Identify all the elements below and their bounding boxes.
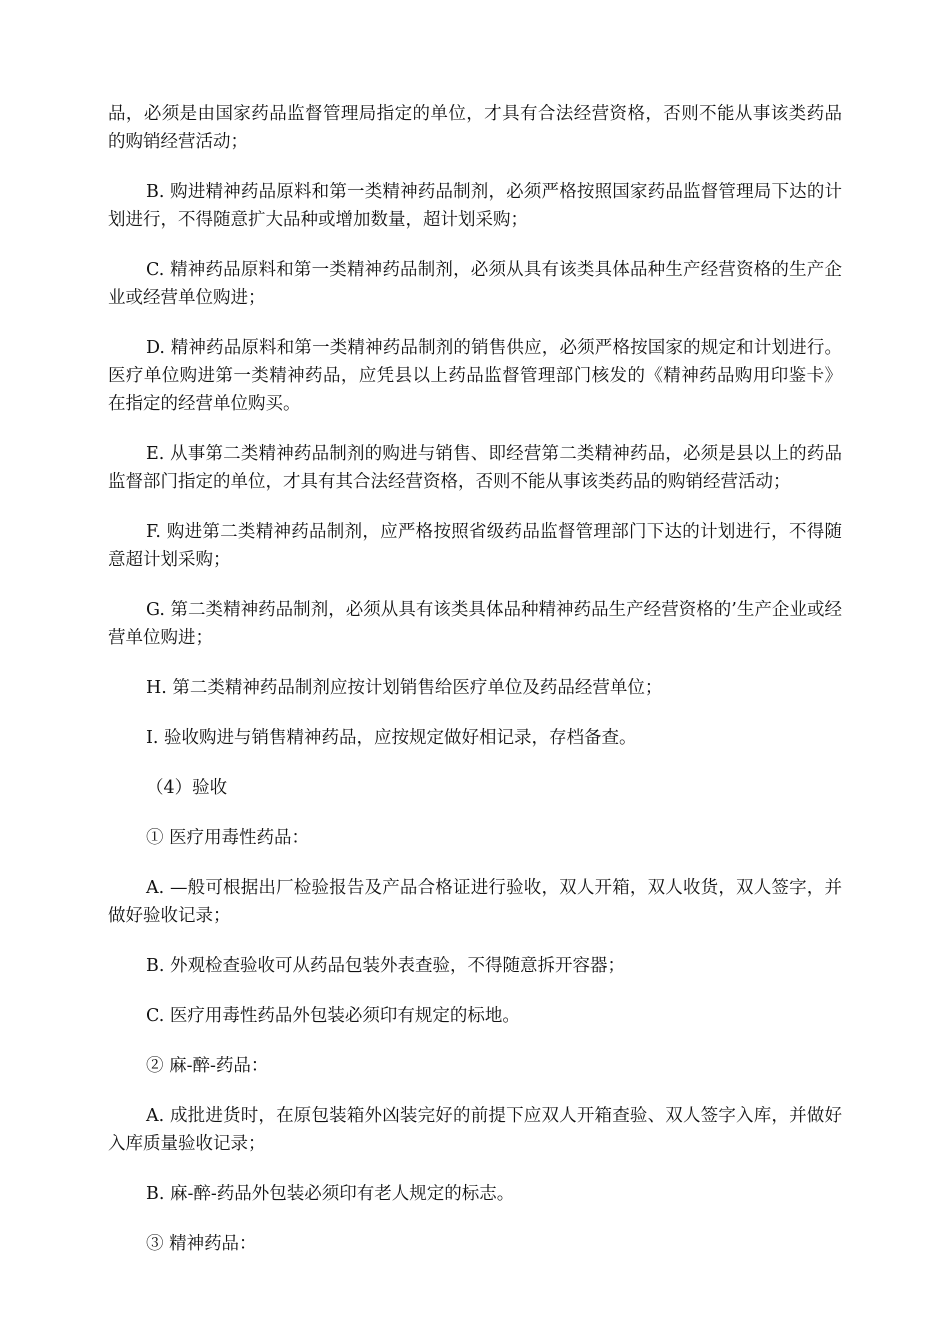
paragraph-narcotic-a: A. 成批进货时，在原包装箱外凶装完好的前提下应双人开箱查验、双人签字入库，并做好入库质量验收记录； [108,1106,842,1154]
document-body [108,100,842,1280]
paragraph-item-e: E. 从事第二类精神药品制剂的购进与销售、即经营第二类精神药品，必须是县以上的药品监督部门指定的单位，才具有其合法经营资格，否则不能从事该类药品的购销经营活动； [108,444,842,492]
paragraph-item-c: C. 精神药品原料和第一类精神药品制剂，必须从具有该类具体品种生产经营资格的生产企业或经营单位购进； [108,260,842,308]
subheading-psychotropic-drugs: ③ 精神药品： [146,1234,257,1254]
paragraph-item-d: D. 精神药品原料和第一类精神药品制剂的销售供应，必须严格按国家的规定和计划进行。医疗单位购进第一类精神药品，应凭县以上药品监督管理部门核发的《精神药品购用印鉴卡》在指定的经营单位购买。 [108,338,842,414]
subheading-toxic-drugs: ① 医疗用毒性药品： [146,828,310,848]
subheading-narcotic-drugs: ② 麻-醉-药品： [146,1056,269,1076]
paragraph-item-i: I. 验收购进与销售精神药品，应按规定做好相记录，存档备查。 [146,728,637,748]
section-heading-acceptance: （4）验收 [146,778,228,798]
paragraph-item-b: B. 购进精神药品原料和第一类精神药品制剂，必须严格按照国家药品监督管理局下达的计划进行，不得随意扩大品种或增加数量，超计划采购； [108,182,842,230]
paragraph-item-g: G. 第二类精神药品制剂，必须从具有该类具体品种精神药品生产经营资格的’生产企业或经营单位购进； [108,600,842,648]
paragraph-item-h: H. 第二类精神药品制剂应按计划销售给医疗单位及药品经营单位； [146,678,663,698]
paragraph-narcotic-b: B. 麻-醉-药品外包装必须印有老人规定的标志。 [146,1184,515,1204]
paragraph-continuation: 品，必须是由国家药品监督管理局指定的单位，才具有合法经营资格，否则不能从事该类药品的购销经营活动； [108,104,842,152]
paragraph-item-f: F. 购进第二类精神药品制剂，应严格按照省级药品监督管理部门下达的计划进行，不得随意超计划采购； [108,522,842,570]
paragraph-toxic-c: C. 医疗用毒性药品外包装必须印有规定的标地。 [146,1006,520,1026]
paragraph-toxic-b: B. 外观检查验收可从药品包装外表查验，不得随意拆开容器； [146,956,625,976]
paragraph-toxic-a: A. —般可根据出厂检验报告及产品合格证进行验收，双人开箱，双人收货，双人签字，并做好验收记录； [108,878,842,926]
